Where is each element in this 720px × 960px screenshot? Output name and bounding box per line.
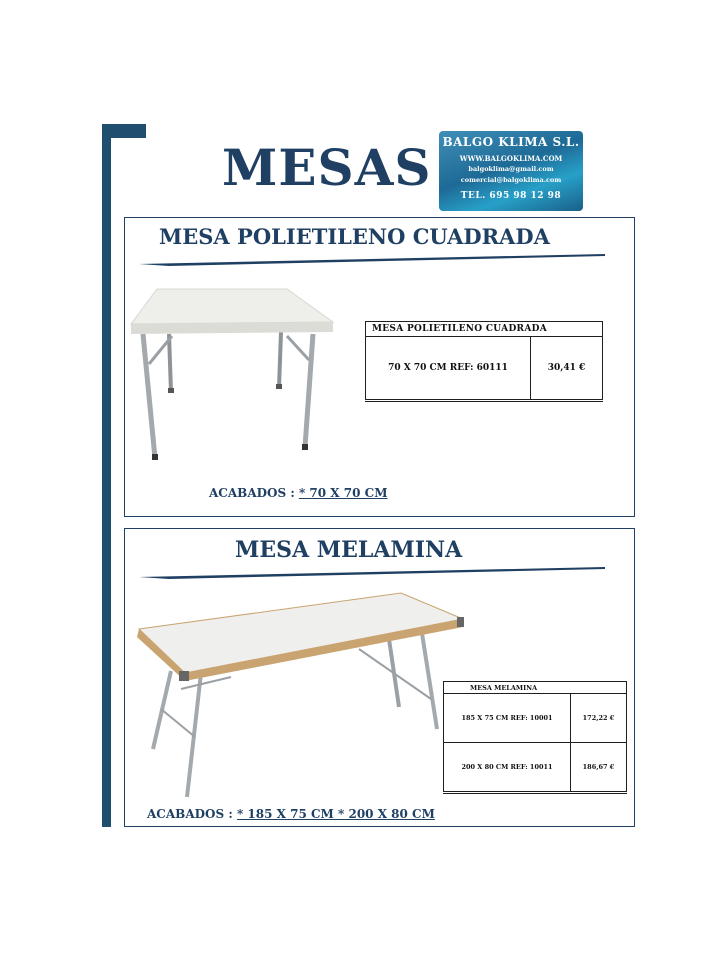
page-title: MESAS — [222, 138, 432, 197]
title-underline-swoosh — [139, 567, 605, 579]
logo-email-2: comercial@balgoklima.com — [460, 176, 562, 184]
price-cell: 172,22 € — [571, 694, 627, 743]
price-table-header: MESA POLIETILENO CUADRADA — [366, 322, 603, 337]
size-ref-cell: 200 X 80 CM REF: 10011 — [444, 743, 571, 793]
product-panel-melamina — [124, 528, 635, 827]
logo-company-name: BALGO KLIMA S.L. — [442, 135, 580, 149]
price-table-header: MESA MELAMINA — [444, 682, 627, 694]
finishes-line — [147, 807, 435, 821]
product-title: MESA POLIETILENO CUADRADA — [159, 224, 550, 249]
logo-website: WWW.BALGOKLIMA.COM — [459, 154, 563, 163]
finishes-value: * 70 X 70 CM — [298, 486, 388, 500]
table-melamina-image — [131, 589, 471, 799]
product-panel-polietileno — [124, 217, 635, 517]
accent-bar-vertical — [102, 124, 111, 827]
title-underline-swoosh — [139, 254, 605, 266]
finishes-label: ACABADOS : — [147, 807, 233, 821]
price-cell: 186,67 € — [571, 743, 627, 793]
company-logo — [439, 131, 583, 211]
price-cell: 30,41 € — [531, 337, 603, 401]
price-table-polietileno — [365, 321, 603, 402]
finishes-label: ACABADOS : — [209, 486, 295, 500]
table-row — [444, 743, 627, 793]
table-row — [366, 337, 603, 401]
table-row — [444, 694, 627, 743]
logo-phone: TEL. 695 98 12 98 — [460, 191, 562, 201]
size-ref-cell: 70 X 70 CM REF: 60111 — [366, 337, 531, 401]
finishes-line — [209, 486, 387, 500]
accent-bar-horizontal — [102, 124, 146, 138]
logo-email-1: balgoklima@gmail.com — [468, 165, 554, 173]
finishes-value: * 185 X 75 CM * 200 X 80 CM — [236, 807, 435, 821]
table-polietileno-image — [127, 284, 337, 464]
price-table-melamina — [443, 681, 627, 794]
product-title: MESA MELAMINA — [235, 537, 463, 563]
size-ref-cell: 185 X 75 CM REF: 10001 — [444, 694, 571, 743]
